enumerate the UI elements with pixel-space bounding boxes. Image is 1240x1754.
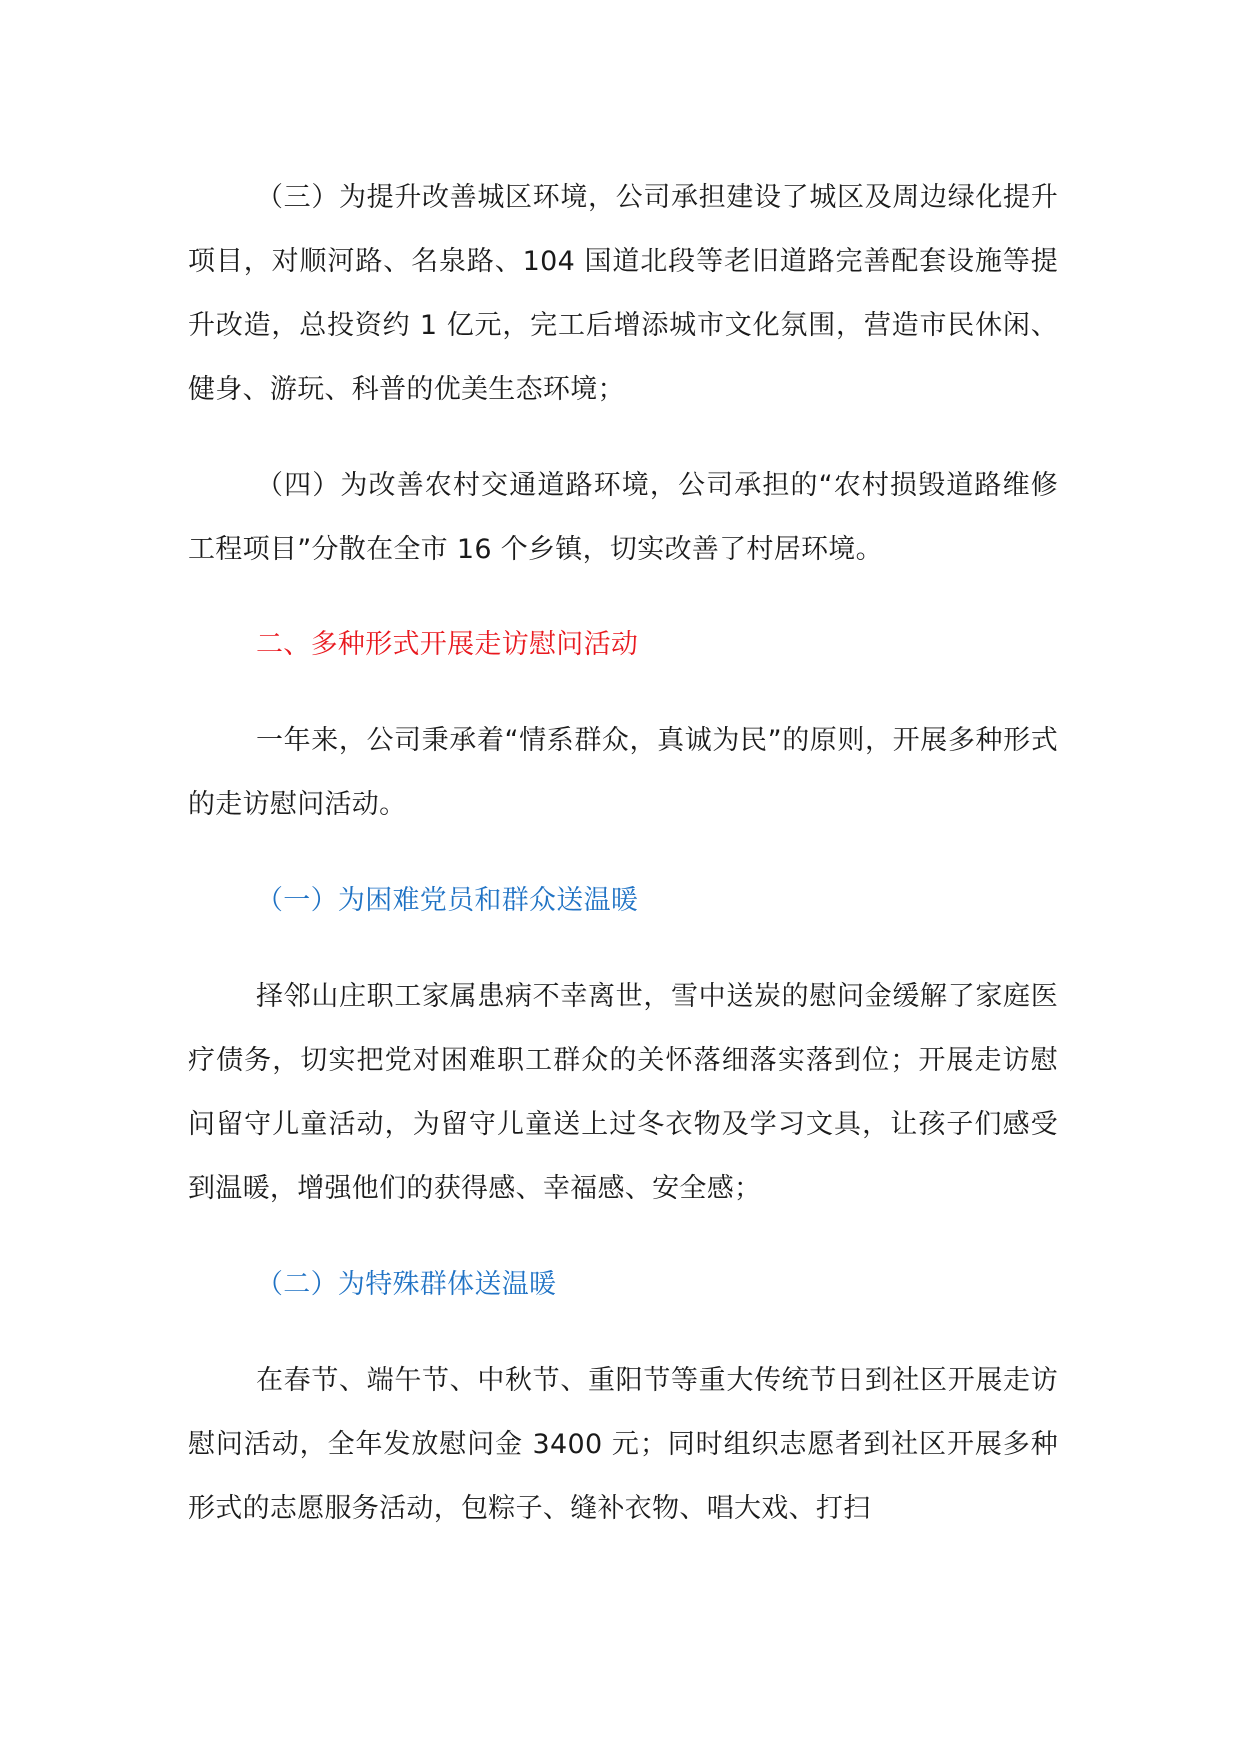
paragraph-item-3: （三）为提升改善城区环境，公司承担建设了城区及周边绿化提升项目，对顺河路、名泉路、104 国道北段等老旧道路完善配套设施等提升改造，总投资约 1 亿元，完工后增添城市文化氛围，营造市民休闲、健身、游玩、科普的优美生态环境； bbox=[188, 182, 1058, 405]
paragraph-subsection-1: 择邻山庄职工家属患病不幸离世，雪中送炭的慰问金缓解了家庭医疗债务，切实把党对困难职工群众的关怀落细落实落到位；开展走访慰问留守儿童活动，为留守儿童送上过冬衣物及学习文具，让孩子们感受到温暖，增强他们的获得感、幸福感、安全感； bbox=[188, 981, 1058, 1204]
subheading-2: （二）为特殊群体送温暖 bbox=[256, 1269, 557, 1300]
paragraph-subsection-2: 在春节、端午节、中秋节、重阳节等重大传统节日到社区开展走访慰问活动，全年发放慰问金 3400 元；同时组织志愿者到社区开展多种形式的志愿服务活动，包粽子、缝补衣物、唱大戏、打扫 bbox=[188, 1365, 1058, 1524]
section-heading-2: 二、多种形式开展走访慰问活动 bbox=[256, 629, 639, 660]
paragraph-item-4: （四）为改善农村交通道路环境，公司承担的“农村损毁道路维修工程项目”分散在全市 16 个乡镇，切实改善了村居环境。 bbox=[188, 470, 1058, 565]
subheading-1: （一）为困难党员和群众送温暖 bbox=[256, 885, 639, 916]
paragraph-section-2-intro: 一年来，公司秉承着“情系群众，真诚为民”的原则，开展多种形式的走访慰问活动。 bbox=[188, 725, 1058, 820]
